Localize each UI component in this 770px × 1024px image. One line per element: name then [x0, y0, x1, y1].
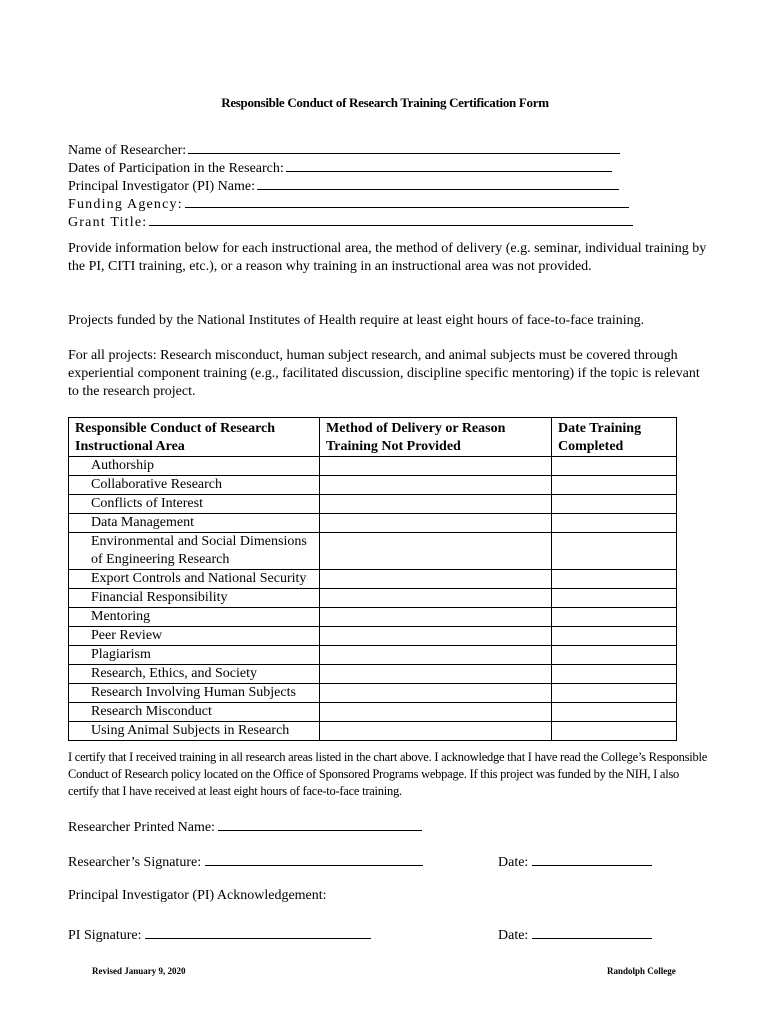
area-cell: Environmental and Social Dimensions of Engineering Research	[69, 533, 320, 570]
printed-name-field[interactable]	[218, 817, 422, 831]
area-cell: Plagiarism	[69, 646, 320, 665]
researcher-signature-label: Researcher’s Signature:	[68, 855, 202, 870]
method-cell[interactable]	[320, 495, 552, 514]
date-cell[interactable]	[552, 589, 677, 608]
area-cell: Research Misconduct	[69, 703, 320, 722]
table-row	[69, 684, 677, 703]
all-projects-paragraph: For all projects: Research misconduct, human subject research, and animal subjects must be covered through experiential component training (e.g., facilitated discussion, discipline specific mentoring) if the topic is relevant to the research project.	[68, 348, 700, 399]
college-name: Randolph College	[607, 966, 676, 976]
printed-name-label: Researcher Printed Name:	[68, 820, 215, 835]
date-cell[interactable]	[552, 495, 677, 514]
pi-name-field[interactable]	[257, 176, 619, 190]
method-cell[interactable]	[320, 514, 552, 533]
date-cell[interactable]	[552, 608, 677, 627]
grant-title-label: Grant Title:	[68, 215, 148, 230]
method-cell[interactable]	[320, 457, 552, 476]
date-cell[interactable]	[552, 684, 677, 703]
table-row	[69, 722, 677, 741]
pi-date-row	[498, 925, 652, 944]
method-cell[interactable]	[320, 476, 552, 495]
table-row	[69, 589, 677, 608]
dates-field[interactable]	[286, 158, 612, 172]
funding-agency-row	[68, 194, 633, 212]
nih-paragraph: Projects funded by the National Institutes of Health require at least eight hours of face-to-face training.	[68, 313, 645, 328]
date-cell[interactable]	[552, 476, 677, 495]
area-cell: Mentoring	[69, 608, 320, 627]
pi-name-label: Principal Investigator (PI) Name:	[68, 179, 256, 194]
area-cell: Data Management	[69, 514, 320, 533]
pi-date-label: Date:	[498, 928, 529, 943]
area-cell: Conflicts of Interest	[69, 495, 320, 514]
date-cell[interactable]	[552, 665, 677, 684]
pi-acknowledgement-heading: Principal Investigator (PI) Acknowledgement:	[68, 888, 327, 903]
method-cell[interactable]	[320, 665, 552, 684]
grant-title-row	[68, 212, 633, 230]
table-row	[69, 627, 677, 646]
researcher-info-fields	[68, 140, 633, 230]
funding-agency-label: Funding Agency:	[68, 197, 183, 212]
method-cell[interactable]	[320, 627, 552, 646]
date-cell[interactable]	[552, 722, 677, 741]
funding-agency-field[interactable]	[185, 194, 629, 208]
method-cell[interactable]	[320, 646, 552, 665]
method-cell[interactable]	[320, 703, 552, 722]
date-cell[interactable]	[552, 646, 677, 665]
table-row	[69, 608, 677, 627]
area-cell: Research, Ethics, and Society	[69, 665, 320, 684]
researcher-date-field[interactable]	[532, 852, 652, 866]
table-row	[69, 703, 677, 722]
form-title: Responsible Conduct of Research Training Certification Form	[221, 95, 549, 110]
method-cell[interactable]	[320, 570, 552, 589]
area-cell: Authorship	[69, 457, 320, 476]
date-cell[interactable]	[552, 703, 677, 722]
table-row	[69, 514, 677, 533]
area-cell: Financial Responsibility	[69, 589, 320, 608]
date-cell[interactable]	[552, 570, 677, 589]
table-row	[69, 457, 677, 476]
dates-label: Dates of Participation in the Research:	[68, 161, 284, 176]
instructions-paragraph: Provide information below for each instructional area, the method of delivery (e.g. seminar, individual training by the PI, CITI training, etc.), or a reason why training in an instructional area was not provided.	[68, 241, 707, 274]
area-cell: Peer Review	[69, 627, 320, 646]
area-cell: Using Animal Subjects in Research	[69, 722, 320, 741]
header-date-completed: Date Training Completed	[552, 418, 677, 457]
table-row	[69, 665, 677, 684]
method-cell[interactable]	[320, 722, 552, 741]
researcher-signature-field[interactable]	[205, 852, 423, 866]
researcher-name-label: Name of Researcher:	[68, 143, 187, 158]
area-cell: Export Controls and National Security	[69, 570, 320, 589]
area-cell: Collaborative Research	[69, 476, 320, 495]
training-table	[68, 417, 677, 741]
table-row	[69, 570, 677, 589]
certification-statement: I certify that I received training in all research areas listed in the chart above. I acknowledge that I have read the College’s Responsible Conduct of Research policy located on the Office of Sponsored Programs webpage. If this project was funded by the NIH, I also certify that I have received at least eight hours of face-to-face training.	[68, 750, 708, 798]
researcher-date-label: Date:	[498, 855, 529, 870]
area-cell: Research Involving Human Subjects	[69, 684, 320, 703]
header-method-of-delivery: Method of Delivery or Reason Training Not Provided	[320, 418, 552, 457]
method-cell[interactable]	[320, 589, 552, 608]
dates-row	[68, 158, 633, 176]
printed-name-row	[68, 817, 422, 836]
pi-signature-label: PI Signature:	[68, 928, 142, 943]
researcher-name-field[interactable]	[188, 140, 620, 154]
method-cell[interactable]	[320, 608, 552, 627]
table-header-row	[69, 418, 677, 457]
date-cell[interactable]	[552, 457, 677, 476]
grant-title-field[interactable]	[149, 212, 633, 226]
table-row	[69, 495, 677, 514]
pi-name-row	[68, 176, 633, 194]
researcher-date-row	[498, 852, 652, 871]
header-instructional-area: Responsible Conduct of Research Instructional Area	[69, 418, 320, 457]
date-cell[interactable]	[552, 514, 677, 533]
table-row	[69, 646, 677, 665]
pi-date-field[interactable]	[532, 925, 652, 939]
revised-date: Revised January 9, 2020	[92, 966, 186, 976]
method-cell[interactable]	[320, 533, 552, 570]
pi-signature-field[interactable]	[145, 925, 371, 939]
date-cell[interactable]	[552, 533, 677, 570]
method-cell[interactable]	[320, 684, 552, 703]
table-row	[69, 476, 677, 495]
table-row	[69, 533, 677, 570]
pi-signature-row	[68, 925, 371, 944]
date-cell[interactable]	[552, 627, 677, 646]
researcher-name-row	[68, 140, 633, 158]
researcher-signature-row	[68, 852, 423, 871]
